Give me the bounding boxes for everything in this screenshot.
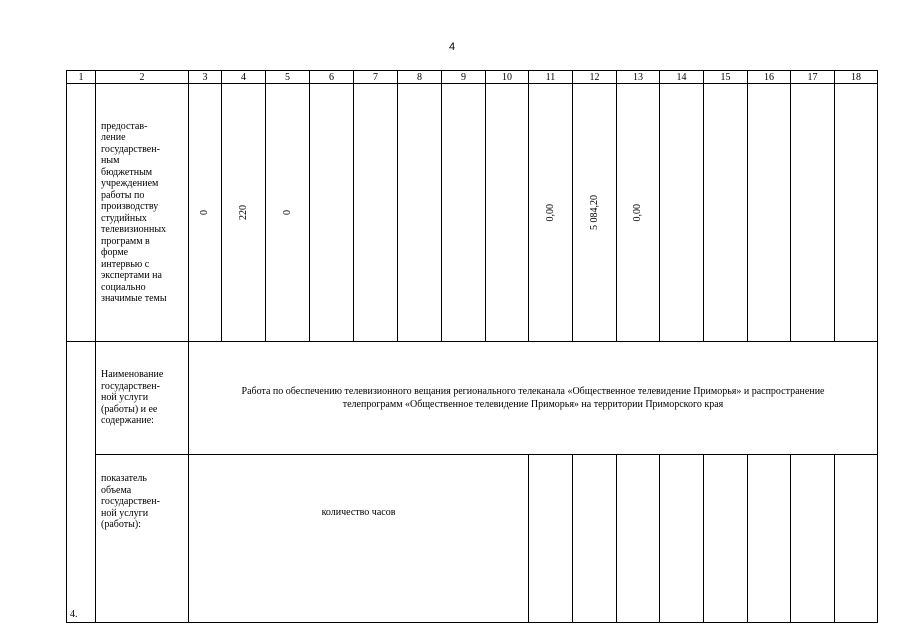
header-cell: 9 xyxy=(442,71,486,84)
table-row xyxy=(67,342,878,455)
table-row xyxy=(67,455,878,623)
value-5: 0 xyxy=(281,210,293,215)
header-row xyxy=(67,71,878,84)
value-11: 0,00 xyxy=(544,203,556,222)
empty-cell xyxy=(310,84,354,342)
value-cell-13 xyxy=(617,84,660,342)
volume-indicator-label-text: показатель объема государствен- ной услуги (работы): xyxy=(101,473,160,530)
value-13: 0,00 xyxy=(632,203,644,222)
header-cell: 2 xyxy=(96,71,189,84)
header-cell: 5 xyxy=(266,71,310,84)
header-cell: 17 xyxy=(791,71,835,84)
empty-cell xyxy=(660,455,704,623)
header-cell: 6 xyxy=(310,71,354,84)
header-cell: 3 xyxy=(189,71,222,84)
header-cell: 8 xyxy=(398,71,442,84)
header-cell: 12 xyxy=(573,71,617,84)
empty-cell xyxy=(442,84,486,342)
page-number: 4 xyxy=(448,41,456,53)
header-cell: 15 xyxy=(704,71,748,84)
service-name-label-text: Наименование государствен- ной услуги (работы) и ее содержание: xyxy=(101,369,164,427)
value-cell-11 xyxy=(529,84,573,342)
empty-cell xyxy=(617,455,660,623)
value-12: 5 084,20 xyxy=(588,195,600,230)
empty-cell xyxy=(748,455,791,623)
work-description xyxy=(96,84,189,342)
empty-cell xyxy=(704,84,748,342)
empty-cell xyxy=(398,84,442,342)
empty-cell xyxy=(835,455,878,623)
value-cell-4 xyxy=(222,84,266,342)
value-cell-5 xyxy=(266,84,310,342)
empty-cell xyxy=(660,84,704,342)
service-content: Работа по обеспечению телевизионного вещания регионального телеканала «Общественное телевидение Приморья» и распространение телепрограмм «Общественное телевидение Приморья» на территории Приморского края xyxy=(189,342,878,455)
table-row xyxy=(67,84,878,342)
header-cell: 10 xyxy=(486,71,529,84)
empty-cell xyxy=(791,455,835,623)
value-4: 220 xyxy=(237,205,249,220)
value-cell-3 xyxy=(189,84,222,342)
empty-cell xyxy=(704,455,748,623)
row-number: 4. xyxy=(67,342,96,623)
unit-of-measure: количество часов xyxy=(189,455,529,623)
service-name-label xyxy=(96,342,189,455)
empty-cell xyxy=(791,84,835,342)
header-cell: 4 xyxy=(222,71,266,84)
empty-cell xyxy=(835,84,878,342)
header-cell: 14 xyxy=(660,71,704,84)
empty-cell xyxy=(573,455,617,623)
empty-cell xyxy=(486,84,529,342)
empty-cell xyxy=(748,84,791,342)
volume-indicator-label xyxy=(96,455,189,623)
header-cell: 1 xyxy=(67,71,96,84)
header-cell: 18 xyxy=(835,71,878,84)
work-description-text: предостав- ление государствен- ным бюджетным учреждением работы по производству студийных телевизионных программ в форме интервью с экспертами на социально значимые темы xyxy=(101,120,167,304)
value-3: 0 xyxy=(199,210,211,215)
value-cell-12 xyxy=(573,84,617,342)
row-number-cell xyxy=(67,84,96,342)
empty-cell xyxy=(529,455,573,623)
header-cell: 11 xyxy=(529,71,573,84)
header-cell: 13 xyxy=(617,71,660,84)
budget-table xyxy=(66,70,878,623)
header-cell: 16 xyxy=(748,71,791,84)
empty-cell xyxy=(354,84,398,342)
header-cell: 7 xyxy=(354,71,398,84)
